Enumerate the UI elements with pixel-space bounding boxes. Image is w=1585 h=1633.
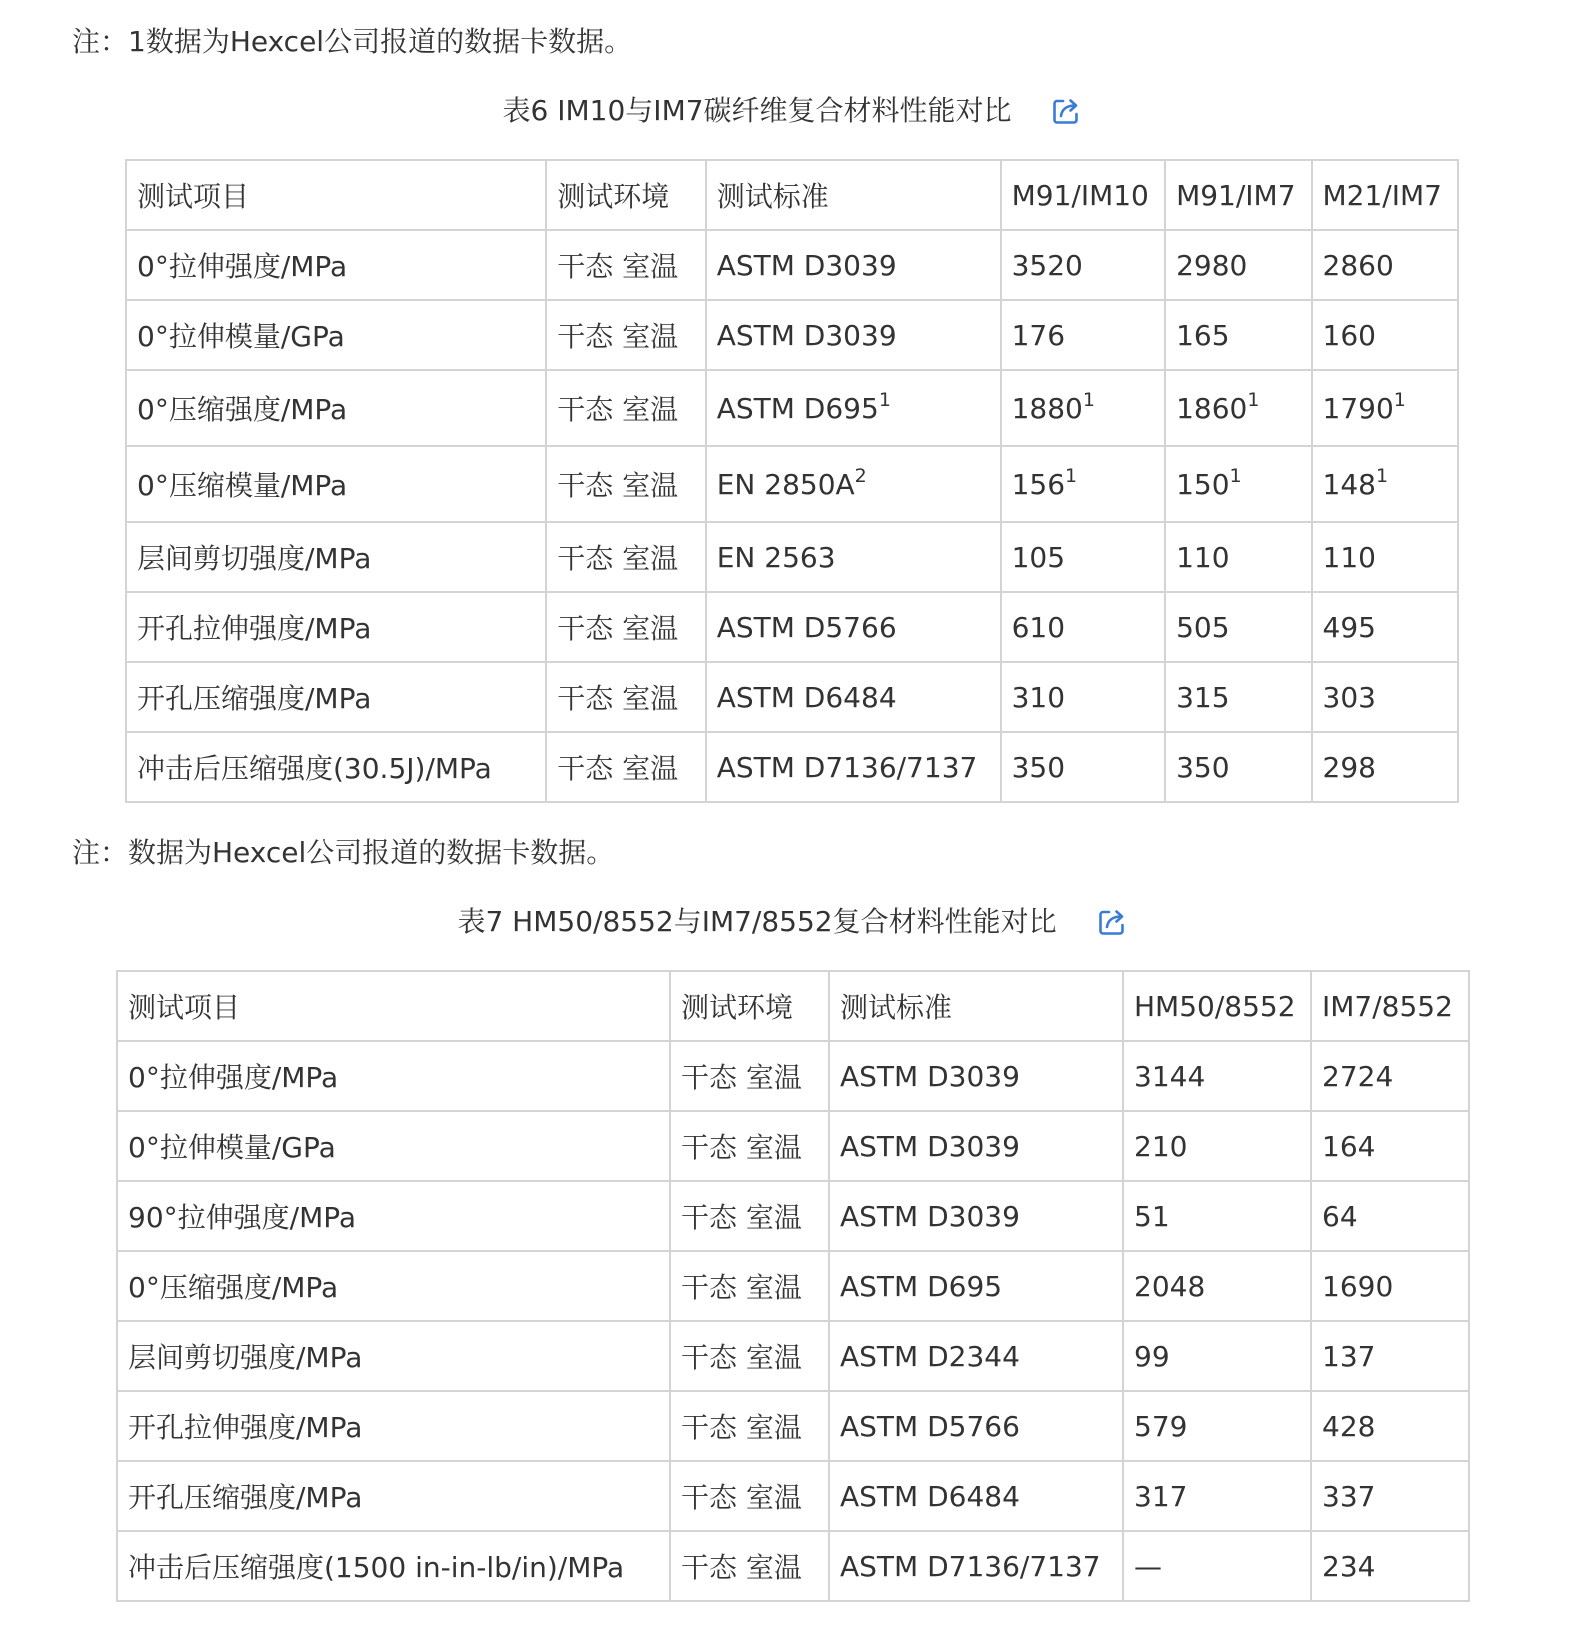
test-item-cell-text: 开孔拉伸强度/MPa (137, 612, 372, 645)
value-cell-text: 303 (1322, 680, 1376, 714)
header-cell (706, 160, 1001, 230)
test-standard-cell (706, 446, 1001, 522)
test-standard-cell-text: ASTM D3039 (840, 1129, 1020, 1163)
value-cell (1311, 1461, 1469, 1531)
value-cell (1311, 1251, 1469, 1321)
share-icon[interactable] (1050, 95, 1082, 127)
test-env-cell-text: 干态 室温 (681, 1481, 802, 1514)
table-row (117, 1041, 1469, 1111)
value-cell (1001, 662, 1165, 732)
value-cell-text: 350 (1176, 750, 1230, 784)
value-cell-text: 1860 (1176, 391, 1248, 425)
test-standard-cell (829, 1321, 1123, 1391)
test-item-cell-text: 开孔压缩强度/MPa (137, 682, 372, 715)
test-item-cell-text: 冲击后压缩强度(30.5J)/MPa (137, 752, 492, 785)
test-item-cell-text: 0°拉伸强度/MPa (137, 250, 348, 283)
value-cell-text: 495 (1322, 610, 1376, 644)
test-standard-cell (706, 732, 1001, 802)
footnote-marker: 1 (1247, 388, 1260, 411)
header-cell (126, 160, 546, 230)
test-item-cell-text: 0°压缩强度/MPa (128, 1271, 339, 1304)
header-cell (1312, 160, 1458, 230)
header-cell-text: 测试标准 (840, 991, 953, 1024)
test-env-cell-text: 干态 室温 (557, 752, 679, 785)
table-row (126, 300, 1458, 370)
value-cell-text: 1690 (1322, 1269, 1394, 1303)
table7 (116, 970, 1470, 1602)
test-env-cell (546, 370, 705, 446)
value-cell-text: 317 (1134, 1479, 1188, 1513)
value-cell (1123, 1111, 1311, 1181)
test-env-cell (670, 1181, 829, 1251)
footnote-marker: 1 (1229, 464, 1242, 487)
value-cell-text: 110 (1322, 540, 1376, 574)
test-env-cell-text: 干态 室温 (681, 1341, 802, 1374)
value-cell-text: 1790 (1322, 391, 1394, 425)
test-item-cell-text: 0°压缩模量/MPa (137, 469, 348, 502)
table-row (117, 1251, 1469, 1321)
test-item-cell (117, 1181, 670, 1251)
test-standard-cell-text: ASTM D3039 (716, 248, 897, 282)
test-standard-cell (829, 1461, 1123, 1531)
test-standard-cell-text: ASTM D7136/7137 (840, 1549, 1101, 1583)
value-cell-text: 310 (1011, 680, 1066, 714)
test-standard-cell-text: ASTM D2344 (840, 1339, 1020, 1373)
value-cell (1312, 732, 1458, 802)
test-item-cell-text: 层间剪切强度/MPa (137, 542, 372, 575)
value-cell-text: 3520 (1011, 248, 1083, 282)
value-cell (1165, 522, 1311, 592)
value-cell-text: 64 (1322, 1199, 1358, 1233)
value-cell (1001, 446, 1165, 522)
value-cell (1311, 1111, 1469, 1181)
test-item-cell (126, 522, 546, 592)
test-env-cell (546, 522, 705, 592)
table7-caption: 表7 HM50/8552与IM7/8552复合材料性能对比 (457, 905, 1057, 938)
value-cell (1311, 1531, 1469, 1601)
value-cell-text: — (1134, 1549, 1162, 1583)
test-env-cell (546, 300, 705, 370)
value-cell (1312, 592, 1458, 662)
value-cell-text: 105 (1011, 540, 1066, 574)
table-row (117, 1461, 1469, 1531)
test-standard-cell-text: ASTM D695 (716, 391, 879, 425)
value-cell (1311, 1391, 1469, 1461)
test-item-cell-text: 开孔压缩强度/MPa (128, 1481, 363, 1514)
test-item-cell (117, 1321, 670, 1391)
value-cell-text: 337 (1322, 1479, 1376, 1513)
value-cell-text: 176 (1011, 318, 1066, 352)
footnote-marker: 1 (1065, 464, 1078, 487)
test-item-cell-text: 0°拉伸模量/GPa (137, 320, 345, 353)
header-cell-text: HM50/8552 (1134, 989, 1296, 1023)
value-cell-text: 137 (1322, 1339, 1376, 1373)
test-env-cell-text: 干态 室温 (557, 320, 679, 353)
value-cell-text: 150 (1176, 467, 1230, 501)
test-standard-cell-text: ASTM D695 (840, 1269, 1003, 1303)
value-cell (1123, 1531, 1311, 1601)
test-standard-cell-text: ASTM D5766 (840, 1409, 1020, 1443)
test-item-cell (117, 1251, 670, 1321)
test-standard-cell (829, 1181, 1123, 1251)
test-env-cell (670, 1391, 829, 1461)
value-cell (1165, 592, 1311, 662)
value-cell-text: 428 (1322, 1409, 1376, 1443)
value-cell (1001, 592, 1165, 662)
test-env-cell-text: 干态 室温 (681, 1131, 802, 1164)
value-cell-text: 148 (1322, 467, 1376, 501)
value-cell-text: 165 (1176, 318, 1230, 352)
test-env-cell-text: 干态 室温 (557, 469, 679, 502)
test-standard-cell-text: ASTM D6484 (716, 680, 897, 714)
test-env-cell (670, 1461, 829, 1531)
test-standard-cell (706, 300, 1001, 370)
value-cell-text: 505 (1176, 610, 1230, 644)
table-row (117, 1181, 1469, 1251)
test-standard-cell-text: ASTM D3039 (840, 1059, 1020, 1093)
test-item-cell (117, 1111, 670, 1181)
test-item-cell-text: 0°拉伸强度/MPa (128, 1061, 339, 1094)
value-cell-text: 234 (1322, 1549, 1376, 1583)
test-env-cell (546, 732, 705, 802)
test-standard-cell (706, 230, 1001, 300)
table7-caption-row (0, 899, 1585, 944)
value-cell-text: 110 (1176, 540, 1230, 574)
table6 (125, 159, 1459, 803)
value-cell-text: 315 (1176, 680, 1230, 714)
value-cell (1165, 662, 1311, 732)
header-cell (1123, 971, 1311, 1041)
test-env-cell (546, 230, 705, 300)
test-item-cell-text: 层间剪切强度/MPa (128, 1341, 363, 1374)
footnote-marker: 1 (1082, 388, 1095, 411)
test-standard-cell (706, 662, 1001, 732)
value-cell (1165, 446, 1311, 522)
value-cell (1312, 300, 1458, 370)
test-env-cell (670, 1251, 829, 1321)
test-standard-cell (706, 592, 1001, 662)
footnote-marker: 2 (854, 464, 867, 487)
value-cell (1123, 1391, 1311, 1461)
test-item-cell (126, 662, 546, 732)
test-standard-cell-text: ASTM D3039 (840, 1199, 1020, 1233)
header-cell-text: 测试标准 (716, 180, 829, 213)
value-cell-text: 3144 (1134, 1059, 1206, 1093)
test-item-cell (126, 370, 546, 446)
test-item-cell (117, 1461, 670, 1531)
table-row (126, 446, 1458, 522)
test-env-cell (670, 1111, 829, 1181)
value-cell (1123, 1461, 1311, 1531)
table-row (126, 732, 1458, 802)
value-cell-text: 2048 (1134, 1269, 1206, 1303)
share-icon[interactable] (1096, 906, 1128, 938)
header-cell (670, 971, 829, 1041)
value-cell (1312, 522, 1458, 592)
value-cell-text: 579 (1134, 1409, 1188, 1443)
test-item-cell-text: 0°拉伸模量/GPa (128, 1131, 336, 1164)
value-cell (1165, 370, 1311, 446)
header-cell (1001, 160, 1165, 230)
test-env-cell (546, 446, 705, 522)
table-row (126, 522, 1458, 592)
value-cell-text: 51 (1134, 1199, 1170, 1233)
note-2: 注：数据为Hexcel公司报道的数据卡数据。 (72, 836, 615, 869)
header-cell (546, 160, 705, 230)
value-cell-text: 1880 (1011, 391, 1083, 425)
test-env-cell-text: 干态 室温 (557, 393, 679, 426)
header-cell-text: 测试环境 (557, 180, 670, 213)
value-cell (1001, 732, 1165, 802)
value-cell (1311, 1321, 1469, 1391)
test-standard-cell-text: EN 2563 (716, 540, 836, 574)
test-standard-cell (829, 1391, 1123, 1461)
value-cell (1001, 300, 1165, 370)
value-cell (1123, 1181, 1311, 1251)
footnote-marker: 1 (1375, 464, 1389, 487)
value-cell (1312, 370, 1458, 446)
header-cell (117, 971, 670, 1041)
value-cell-text: 2860 (1322, 248, 1394, 282)
value-cell (1001, 522, 1165, 592)
test-env-cell-text: 干态 室温 (681, 1411, 802, 1444)
value-cell-text: 298 (1322, 750, 1376, 784)
test-env-cell-text: 干态 室温 (557, 682, 679, 715)
value-cell-text: 210 (1134, 1129, 1188, 1163)
test-standard-cell-text: EN 2850A (716, 467, 855, 501)
test-standard-cell (706, 370, 1001, 446)
value-cell-text: 160 (1322, 318, 1376, 352)
value-cell (1123, 1041, 1311, 1111)
value-cell-text: 164 (1322, 1129, 1376, 1163)
test-standard-cell (706, 522, 1001, 592)
table-row (126, 662, 1458, 732)
test-standard-cell (829, 1251, 1123, 1321)
test-item-cell (117, 1041, 670, 1111)
header-cell (1311, 971, 1469, 1041)
value-cell (1311, 1181, 1469, 1251)
value-cell (1311, 1041, 1469, 1111)
test-standard-cell (829, 1041, 1123, 1111)
value-cell-text: 156 (1011, 467, 1066, 501)
table-row (126, 230, 1458, 300)
table-row (117, 1391, 1469, 1461)
test-item-cell-text: 冲击后压缩强度(1500 in-in-lb/in)/MPa (128, 1551, 625, 1584)
value-cell-text: 350 (1011, 750, 1066, 784)
value-cell (1001, 370, 1165, 446)
value-cell (1001, 230, 1165, 300)
header-cell-text: M91/IM7 (1176, 178, 1296, 212)
table-row (117, 1111, 1469, 1181)
value-cell (1123, 1251, 1311, 1321)
test-standard-cell-text: ASTM D6484 (840, 1479, 1020, 1513)
test-item-cell-text: 0°压缩强度/MPa (137, 393, 348, 426)
test-env-cell-text: 干态 室温 (557, 250, 679, 283)
value-cell-text: 99 (1134, 1339, 1170, 1373)
table6-caption-row (0, 88, 1585, 133)
value-cell-text: 2980 (1176, 248, 1248, 282)
test-item-cell (126, 230, 546, 300)
table-row (126, 592, 1458, 662)
header-cell (1165, 160, 1311, 230)
value-cell (1165, 230, 1311, 300)
test-env-cell-text: 干态 室温 (681, 1551, 802, 1584)
table-row (117, 1321, 1469, 1391)
table-row (117, 1531, 1469, 1601)
test-env-cell (670, 1531, 829, 1601)
value-cell (1312, 662, 1458, 732)
header-cell-text: M21/IM7 (1322, 178, 1442, 212)
footnote-marker: 1 (878, 388, 891, 411)
header-row (117, 971, 1469, 1041)
test-item-cell (126, 300, 546, 370)
value-cell (1123, 1321, 1311, 1391)
value-cell (1165, 732, 1311, 802)
value-cell (1312, 446, 1458, 522)
value-cell (1312, 230, 1458, 300)
test-item-cell (126, 732, 546, 802)
header-cell-text: 测试项目 (128, 991, 241, 1024)
header-row (126, 160, 1458, 230)
test-item-cell (117, 1531, 670, 1601)
table6-caption: 表6 IM10与IM7碳纤维复合材料性能对比 (502, 94, 1012, 127)
table-row (126, 370, 1458, 446)
test-env-cell-text: 干态 室温 (681, 1061, 802, 1094)
test-item-cell-text: 开孔拉伸强度/MPa (128, 1411, 363, 1444)
test-standard-cell (829, 1111, 1123, 1181)
header-cell-text: M91/IM10 (1011, 178, 1149, 212)
test-env-cell-text: 干态 室温 (557, 542, 679, 575)
test-env-cell-text: 干态 室温 (557, 612, 679, 645)
header-cell-text: IM7/8552 (1322, 989, 1453, 1023)
test-env-cell-text: 干态 室温 (681, 1271, 802, 1304)
test-env-cell (670, 1321, 829, 1391)
value-cell-text: 2724 (1322, 1059, 1394, 1093)
test-item-cell (126, 446, 546, 522)
test-standard-cell (829, 1531, 1123, 1601)
header-cell-text: 测试环境 (681, 991, 794, 1024)
test-item-cell (117, 1391, 670, 1461)
test-standard-cell-text: ASTM D7136/7137 (716, 750, 978, 784)
footnote-marker: 1 (1393, 388, 1406, 411)
test-env-cell (546, 662, 705, 732)
value-cell-text: 610 (1011, 610, 1066, 644)
test-env-cell (546, 592, 705, 662)
test-standard-cell-text: ASTM D3039 (716, 318, 897, 352)
test-item-cell (126, 592, 546, 662)
test-standard-cell-text: ASTM D5766 (716, 610, 897, 644)
test-env-cell (670, 1041, 829, 1111)
test-env-cell-text: 干态 室温 (681, 1201, 802, 1234)
header-cell-text: 测试项目 (137, 180, 250, 213)
header-cell (829, 971, 1123, 1041)
test-item-cell-text: 90°拉伸强度/MPa (128, 1201, 357, 1234)
value-cell (1165, 300, 1311, 370)
note-1: 注：1数据为Hexcel公司报道的数据卡数据。 (72, 25, 633, 58)
